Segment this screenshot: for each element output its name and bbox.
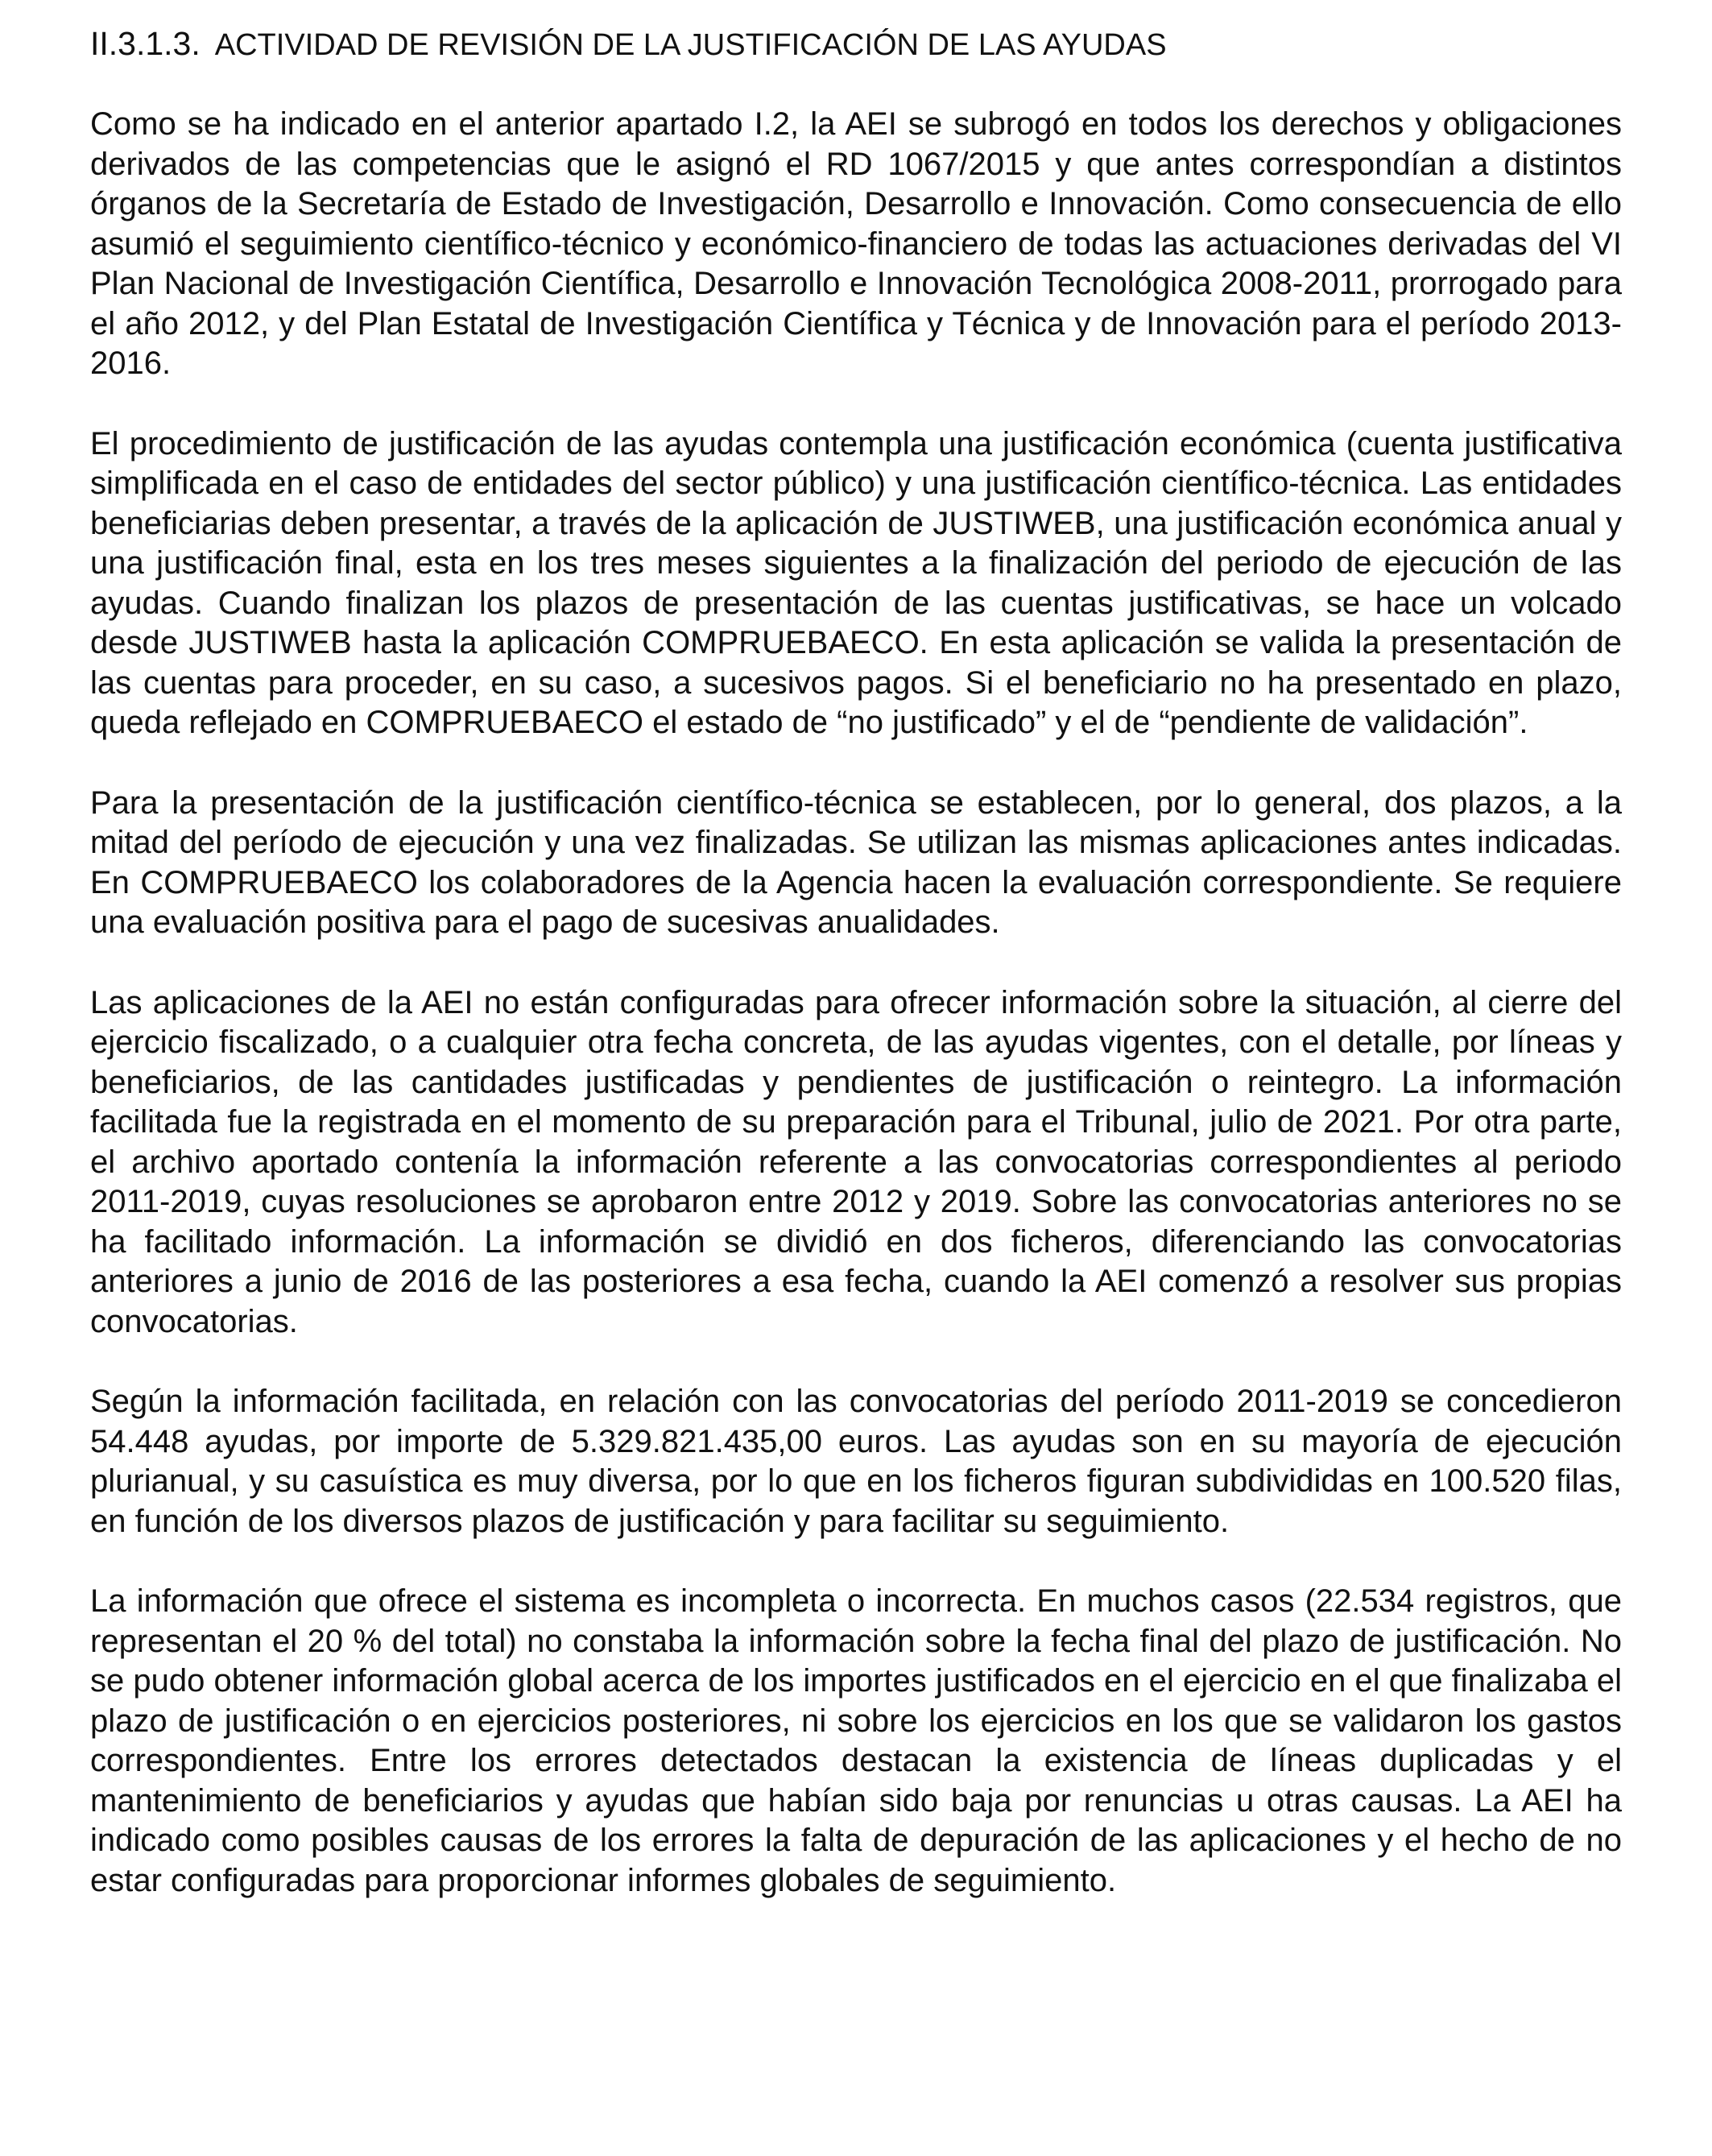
section-title: ACTIVIDAD DE REVISIÓN DE LA JUSTIFICACIÓN DE LAS AYUDAS	[214, 28, 1167, 62]
document-page	[90, 23, 1622, 1941]
paragraph-applications-limitations: Las aplicaciones de la AEI no están configuradas para ofrecer información sobre la situación, al cierre del ejercicio fiscalizado, o a cualquier otra fecha concreta, de las ayudas vigentes, con el detalle, por líneas y beneficiarios, de las cantidades justificadas y pendientes de justificación o reintegro. La información facilitada fue la registrada en el momento de su preparación para el Tribunal, julio de 2021. Por otra parte, el archivo aportado contenía la información referente a las convocatorias correspondientes al periodo 2011-2019, cuyas resoluciones se aprobaron entre 2012 y 2019. Sobre las convocatorias anteriores no se ha facilitado información. La información se dividió en dos ficheros, diferenciando las convocatorias anteriores a junio de 2016 de las posteriores a esa fecha, cuando la AEI comenzó a resolver sus propias convocatorias.	[90, 984, 1622, 1339]
paragraph-justification-procedure: El procedimiento de justificación de las ayudas contempla una justificación económica (cuenta justificativa simplificada en el caso de entidades del sector público) y una justificación científico-técnica. Las entidades beneficiarias deben presentar, a través de la aplicación de JUSTIWEB, una justificación económica anual y una justificación final, esta en los tres meses siguientes a la finalización del periodo de ejecución de las ayudas. Cuando finalizan los plazos de presentación de las cuentas justificativas, se hace un volcado desde JUSTIWEB hasta la aplicación COMPRUEBAECO. En esta aplicación se valida la presentación de las cuentas para proceder, en su caso, a sucesivos pagos. Si el beneficiario no ha presentado en plazo, queda reflejado en COMPRUEBAECO el estado de “no justificado” y el de “pendiente de validación”.	[90, 425, 1622, 740]
section-number: II.3.1.3.	[90, 25, 201, 62]
paragraph-information-errors: La información que ofrece el sistema es incompleta o incorrecta. En muchos casos (22.534 registros, que representan el 20 % del total) no constaba la información sobre la fecha final del plazo de justificación. No se pudo obtener información global acerca de los importes justificados en el ejercicio en el que finalizaba el plazo de justificación o en ejercicios posteriores, ni sobre los ejercicios en los que se validaron los gastos correspondientes. Entre los errores detectados destacan la existencia de líneas duplicadas y el mantenimiento de beneficiarios y ayudas que habían sido baja por renuncias u otras causas. La AEI ha indicado como posibles causas de los errores la falta de depuración de las aplicaciones y el hecho de no estar configuradas para proporcionar informes globales de seguimiento.	[90, 1583, 1622, 1898]
paragraph-grants-granted: Según la información facilitada, en relación con las convocatorias del período 2011-2019 se concedieron 54.448 ayudas, por importe de 5.329.821.435,00 euros. Las ayudas son en su mayoría de ejecución plurianual, y su casuística es muy diversa, por lo que en los ficheros figuran subdivididas en 100.520 filas, en función de los diversos plazos de justificación y para facilitar su seguimiento.	[90, 1384, 1622, 1539]
section-heading	[90, 23, 1622, 66]
paragraph-aei-subrogation: Como se ha indicado en el anterior apartado I.2, la AEI se subrogó en todos los derechos y obligaciones derivados de las competencias que le asignó el RD 1067/2015 y que antes correspondían a distintos órganos de la Secretaría de Estado de Investigación, Desarrollo e Innovación. Como consecuencia de ello asumió el seguimiento científico-técnico y económico-financiero de todas las actuaciones derivadas del VI Plan Nacional de Investigación Científica, Desarrollo e Innovación Tecnológica 2008-2011, prorrogado para el año 2012, y del Plan Estatal de Investigación Científica y Técnica y de Innovación para el período 2013-2016.	[90, 106, 1622, 381]
paragraph-scientific-technical-justification: Para la presentación de la justificación científico-técnica se establecen, por lo general, dos plazos, a la mitad del período de ejecución y una vez finalizadas. Se utilizan las mismas aplicaciones antes indicadas. En COMPRUEBAECO los colaboradores de la Agencia hacen la evaluación correspondiente. Se requiere una evaluación positiva para el pago de sucesivas anualidades.	[90, 784, 1622, 940]
